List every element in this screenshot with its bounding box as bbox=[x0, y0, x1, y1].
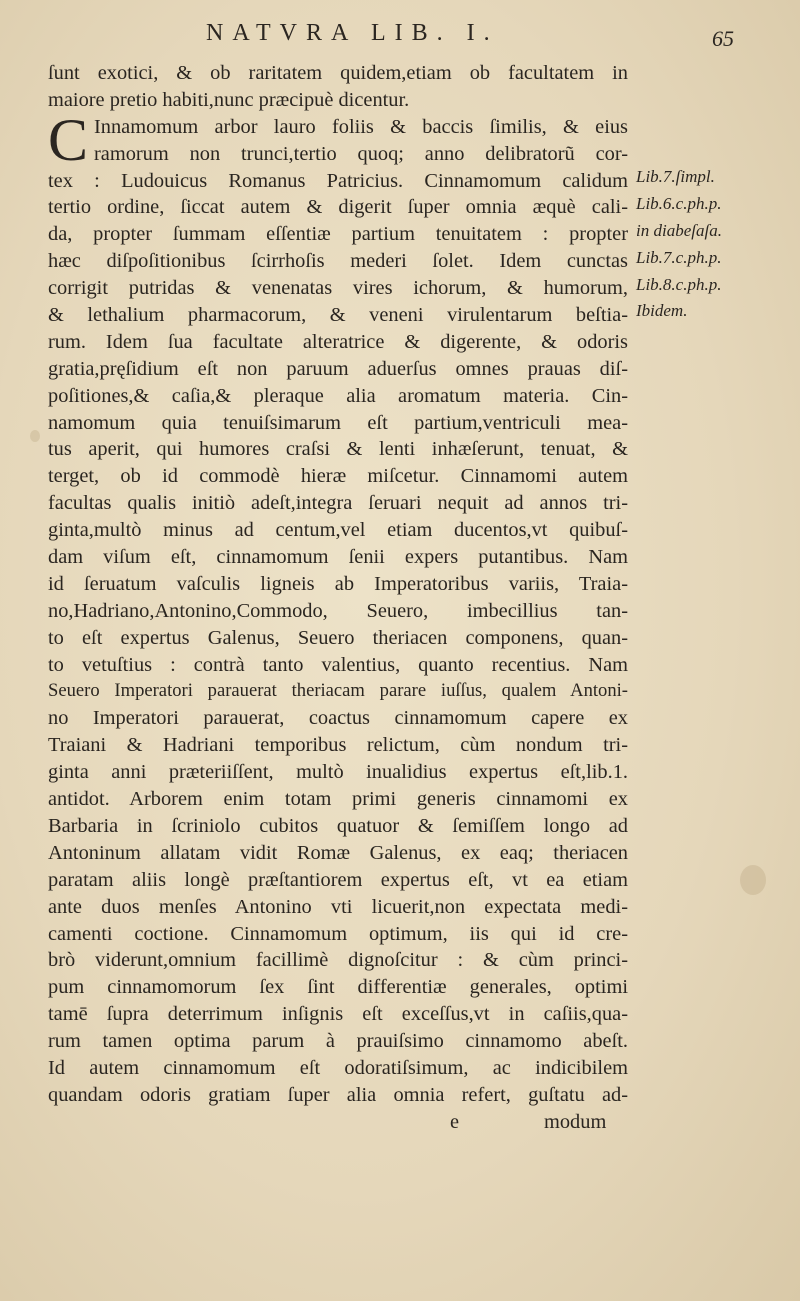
signature-mark: e bbox=[450, 1110, 460, 1133]
text-line: tertio ordine, ſiccat autem & digerit ſuper omnia æquè cali- bbox=[48, 196, 628, 219]
text-line: dam viſum eſt, cinnamomum ſenii expers putantibus. Nam bbox=[48, 546, 628, 569]
text-line: namomum quia tenuiſsimarum eſt partium,ventriculi mea- bbox=[48, 411, 628, 434]
text-line: poſitiones,& caſia,& pleraque alia aromatum materia. Cin- bbox=[48, 384, 628, 407]
margin-note: Ibidem. bbox=[636, 301, 688, 321]
margin-note: Lib.8.c.ph.p. bbox=[636, 274, 722, 294]
text-line: no Imperatori parauerat, coactus cinnamomum capere ex bbox=[48, 707, 628, 730]
text-line: facultas qualis initiò adeſt,integra ſeruari nequit ad annos tri- bbox=[48, 492, 628, 515]
paper-stain bbox=[30, 430, 40, 442]
text-line: terget, ob id commodè hieræ miſcetur. Cinnamomi autem bbox=[48, 465, 628, 488]
text-line: id ſeruatum vaſculis ligneis ab Imperatoribus variis, Traia- bbox=[48, 572, 628, 595]
text-line: tamē ſupra deterrimum inſignis eſt exceſſus,vt in caſiis,qua- bbox=[48, 1003, 628, 1026]
margin-note: Lib.7.ſimpl. bbox=[636, 167, 715, 186]
drop-cap-block bbox=[48, 106, 96, 173]
text-line: & lethalium pharmacorum, & veneni virulentarum beſtia- bbox=[48, 304, 628, 327]
text-line: camenti coctione. Cinnamomum optimum, iis qui id cre- bbox=[48, 922, 628, 945]
text-line: brò viderunt,omnium facillimè dignoſcitur : & cùm princi- bbox=[48, 949, 628, 972]
text-line: paratam aliis longè præſtantiorem expertus eſt, vt ea etiam bbox=[48, 868, 628, 891]
text-line: ſunt exotici, & ob raritatem quidem,etiam ob facultatem in bbox=[48, 62, 628, 84]
text-line: to eſt expertus Galenus, Seuero theriacen componens, quan- bbox=[48, 626, 628, 649]
text-line: rum. Idem ſua facultate alteratrice & digerente, & odoris bbox=[48, 330, 628, 353]
margin-note: Lib.6.c.ph.p. bbox=[636, 193, 722, 213]
margin-notes bbox=[636, 164, 796, 325]
text-line: ante duos menſes Antonino vti licuerit,non expectata medi- bbox=[48, 895, 628, 918]
text-line: tus aperit, qui humores craſsi & lenti inhæſerunt, tenuat, & bbox=[48, 438, 628, 461]
text-line: quandam odoris gratiam ſuper alia omnia refert, guſtatu ad- bbox=[48, 1083, 628, 1106]
text-line: tex : Ludouicus Romanus Patricius. Cinnamomum calidum bbox=[48, 169, 628, 192]
text-line: da, propter ſummam eſſentiæ partium tenuitatem : propter bbox=[48, 223, 628, 246]
drop-cap: C bbox=[48, 106, 89, 173]
text-line: Traiani & Hadriani temporibus relictum, cùm nondum tri- bbox=[48, 734, 628, 757]
text-line: to vetuſtius : contrà tanto valentius, quanto recentius. Nam bbox=[48, 653, 628, 676]
text-line: Barbaria in ſcriniolo cubitos quatuor & ſemiſſem longo ad bbox=[48, 814, 628, 837]
text-line: ginta anni præteriiſſent, multò inualidius expertus eſt,lib.1. bbox=[48, 761, 628, 784]
text-line: ginta,multò minus ad centum,vel etiam ducentos,vt quibuſ- bbox=[48, 519, 628, 542]
text-line: no,Hadriano,Antonino,Commodo, Seuero, imbecillius tan- bbox=[48, 599, 628, 622]
page-number: 65 bbox=[712, 26, 734, 51]
catchword: modum bbox=[544, 1110, 607, 1133]
text-line: Seuero Imperatori parauerat theriacam parare iuſſus, qualem Antoni- bbox=[48, 680, 628, 702]
text-line: pum cinnamomorum ſex ſint differentiæ generales, optimi bbox=[48, 976, 628, 999]
text-line: gratia,pręſidium eſt non paruum aduerſus omnes prauas diſ- bbox=[48, 357, 628, 380]
text-line: Innamomum arbor lauro foliis & baccis ſimilis, & eius bbox=[94, 115, 628, 138]
margin-note: Lib.7.c.ph.p. bbox=[636, 247, 722, 267]
text-line: Id autem cinnamomum eſt odoratiſsimum, ac indicibilem bbox=[48, 1056, 628, 1079]
text-line: corrigit putridas & venenatas vires ichorum, & humorum, bbox=[48, 277, 628, 300]
text-line: hæc diſpoſitionibus ſcirrhoſis mederi ſolet. Idem cunctas bbox=[48, 250, 628, 273]
text-line: rum tamen optima parum à prauiſsimo cinnamomo abeſt. bbox=[48, 1030, 628, 1053]
running-title: NATVRA LIB. I. bbox=[206, 20, 499, 46]
text-line: Antoninum allatam vidit Romæ Galenus, ex eaq; theriacen bbox=[48, 841, 628, 864]
running-head bbox=[0, 16, 800, 50]
text-line: ramorum non trunci,tertio quoq; anno delibratorũ cor- bbox=[94, 142, 628, 165]
catchword-line bbox=[48, 1109, 628, 1135]
initial-paragraph bbox=[48, 106, 628, 173]
paper-stain bbox=[740, 865, 766, 895]
main-text-block bbox=[48, 60, 628, 1135]
text-line: antidot. Arborem enim totam primi generis cinnamomi ex bbox=[48, 788, 628, 811]
text-line: maiore pretio habiti,nunc præcipuè dicentur. bbox=[48, 88, 410, 111]
margin-note: in diabeſaſa. bbox=[636, 220, 722, 240]
